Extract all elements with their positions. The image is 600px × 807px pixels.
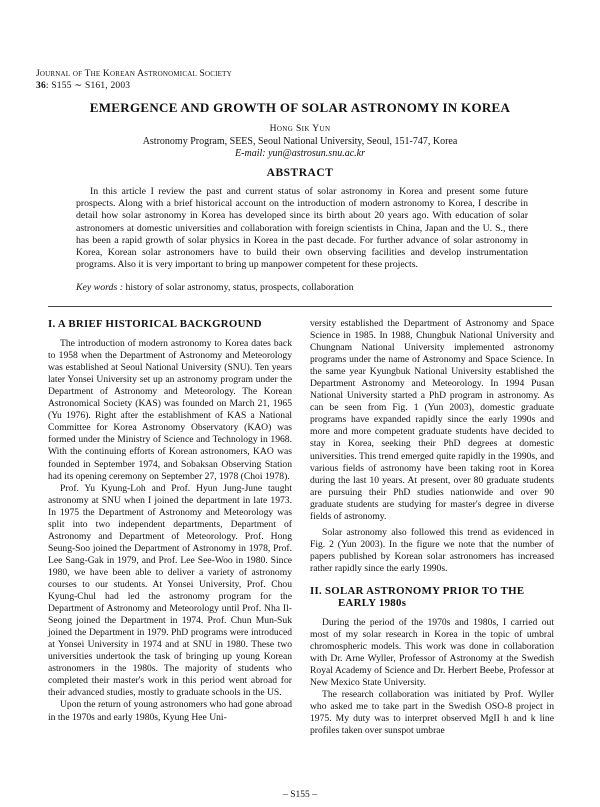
paper-author: Hong Sik Yun	[269, 124, 331, 134]
author-affiliation: Astronomy Program, SEES, Seoul National University, Seoul, 151-747, Korea	[142, 136, 458, 147]
email-label: E-mail:	[235, 148, 266, 159]
journal-header	[36, 68, 232, 92]
paper-title: EMERGENCE AND GROWTH OF SOLAR ASTRONOMY IN KOREA	[89, 100, 511, 115]
page-number: – S155 –	[283, 790, 317, 800]
journal-volume-line	[36, 80, 232, 92]
email-address: yun@astrosun.snu.ac.kr	[268, 148, 365, 159]
author-email-line	[0, 148, 600, 160]
section-1-heading: I. A BRIEF HISTORICAL BACKGROUND	[48, 318, 262, 330]
body-paragraph: During the period of the 1970s and 1980s, I carried out most of my solar research in Korea in the topic of umbral chromospheric models. This work was done in collaboration with Dr. Arne Wyller, Professor of Astronomy at the Swedish Royal Academy of Science and Dr. Herbert Beebe, Professor at New Mexico State University.	[310, 616, 554, 689]
keywords-text: history of solar astronomy, status, prospects, collaboration	[125, 282, 354, 293]
keywords-line	[76, 282, 528, 294]
body-paragraph: Solar astronomy also followed this trend as evidenced in Fig. 2 (Yun 2003). In the figure we note that the number of papers published by Korean solar astronomers has increased rather rapidly since the early 1990s.	[310, 526, 554, 574]
abstract-divider	[48, 306, 552, 307]
journal-volume: 36	[36, 81, 46, 91]
section-2-heading: II. SOLAR ASTRONOMY PRIOR TO THE EARLY 1980s	[310, 584, 525, 609]
author-affiliation-block	[0, 136, 600, 160]
body-paragraph: The introduction of modern astronomy to Korea dates back to 1958 when the Department of Astronomy and Meteorology was established at Seoul National University (SNU). Ten years later Yonsei University set up an astronomy program under the Department of Astronomy and Meteorology. The Korean Astronomical Society (KAS) was founded on March 21, 1965 (Yu 1976). Right after the establishment of KAS a National Committee for Korea Astronomy Observatory (KAO) was formed under the Ministry of Science and Technology in 1968. With the continuing efforts of Korean astronomers, KAO was founded in September 1974, and Sobaksan Observing Station had its opening ceremony on September 27, 1978 (Choi 1978).	[48, 338, 292, 482]
right-column	[310, 318, 554, 737]
body-paragraph: The research collaboration was initiated by Prof. Wyller who asked me to take part in the Swedish OSO-8 project in 1975. My duty was to interpret observed MgII h and k line profiles taken over sunspot umbrae	[310, 689, 554, 737]
body-paragraph: Prof. Yu Kyung-Loh and Prof. Hyun Jung-June taught astronomy at SNU when I joined the department in late 1973. In 1975 the Department of Astronomy and Meteorology was split into two independent departments, Department of Astronomy and Department of Meteorology. Prof. Hong Seung-Soo joined the Department of Astronomy in 1978, Prof. Lee Sang-Gak in 1979, and Prof. Lee See-Woo in 1980. Since 1980, we have been able to deliver a variety of astronomy courses to our students. At Yonsei University, Prof. Chou Kyung-Chul had led the astronomy program for the Department of Astronomy and Meteorology until Prof. Nha Il-Seong joined the Department in 1974. Prof. Chun Mun-Suk joined the Department in 1979. PhD programs were introduced at Yonsei University in 1974 and at SNU in 1980. These two universities undertook the task of bringing up young Korean astronomers in the 1980s. The majority of students who completed their master's work in this period went abroad for their advanced studies, mostly to graduate schools in the US.	[48, 482, 292, 699]
body-paragraph: versity established the Department of Astronomy and Space Science in 1985. In 1988, Chungbuk National University and Chungnam National University implemented astronomy programs under the name of Astronomy and Space Science. In the same year Kyungbuk National University established the Department Astronomy and Meteorology. In 1994 Pusan National University started a PhD program in astronomy. As can be seen from Fig. 1 (Yun 2003), domestic graduate programs have expanded rapidly since the early 1990s and more and more competent graduate students have decided to stay in Korea, seeking their PhD degrees at domestic universities. This trend emerged quite rapidly in the 1990s, and various fields of astronomy have been taking root in Korea during the last 10 years. At present, over 80 graduate students are pursuing their PhD studies nationwide and over 90 graduate students are studying for master's degree in diverse fields of astronomy.	[310, 318, 554, 522]
journal-pages: : S155 ∼ S161, 2003	[45, 81, 131, 91]
keywords-label: Key words :	[76, 282, 123, 293]
abstract-text: In this article I review the past and current status of solar astronomy in Korea and present some future prospects. Along with a brief historical account on the introduction of modern astronomy to Korea, I describe in detail how solar astronomy in Korea has developed since its birth about 20 years ago. With education of solar astronomers at domestic universities and collaboration with foreign scientists in China, Japan and the U. S., there has been a rapid growth of solar physics in Korea in the past decade. For further advance of solar astronomy in Korea, Korean solar astronomers have to build their own observing facilities and develop instrumentation programs. Also it is very important to bring up manpower competent for these projects.	[76, 186, 528, 271]
journal-name: Journal of The Korean Astronomical Society	[36, 69, 232, 79]
body-paragraph: Upon the return of young astronomers who had gone abroad in the 1970s and early 1980s, Kyung Hee Uni-	[48, 699, 292, 723]
abstract-heading: ABSTRACT	[266, 167, 334, 179]
left-column	[48, 318, 292, 724]
